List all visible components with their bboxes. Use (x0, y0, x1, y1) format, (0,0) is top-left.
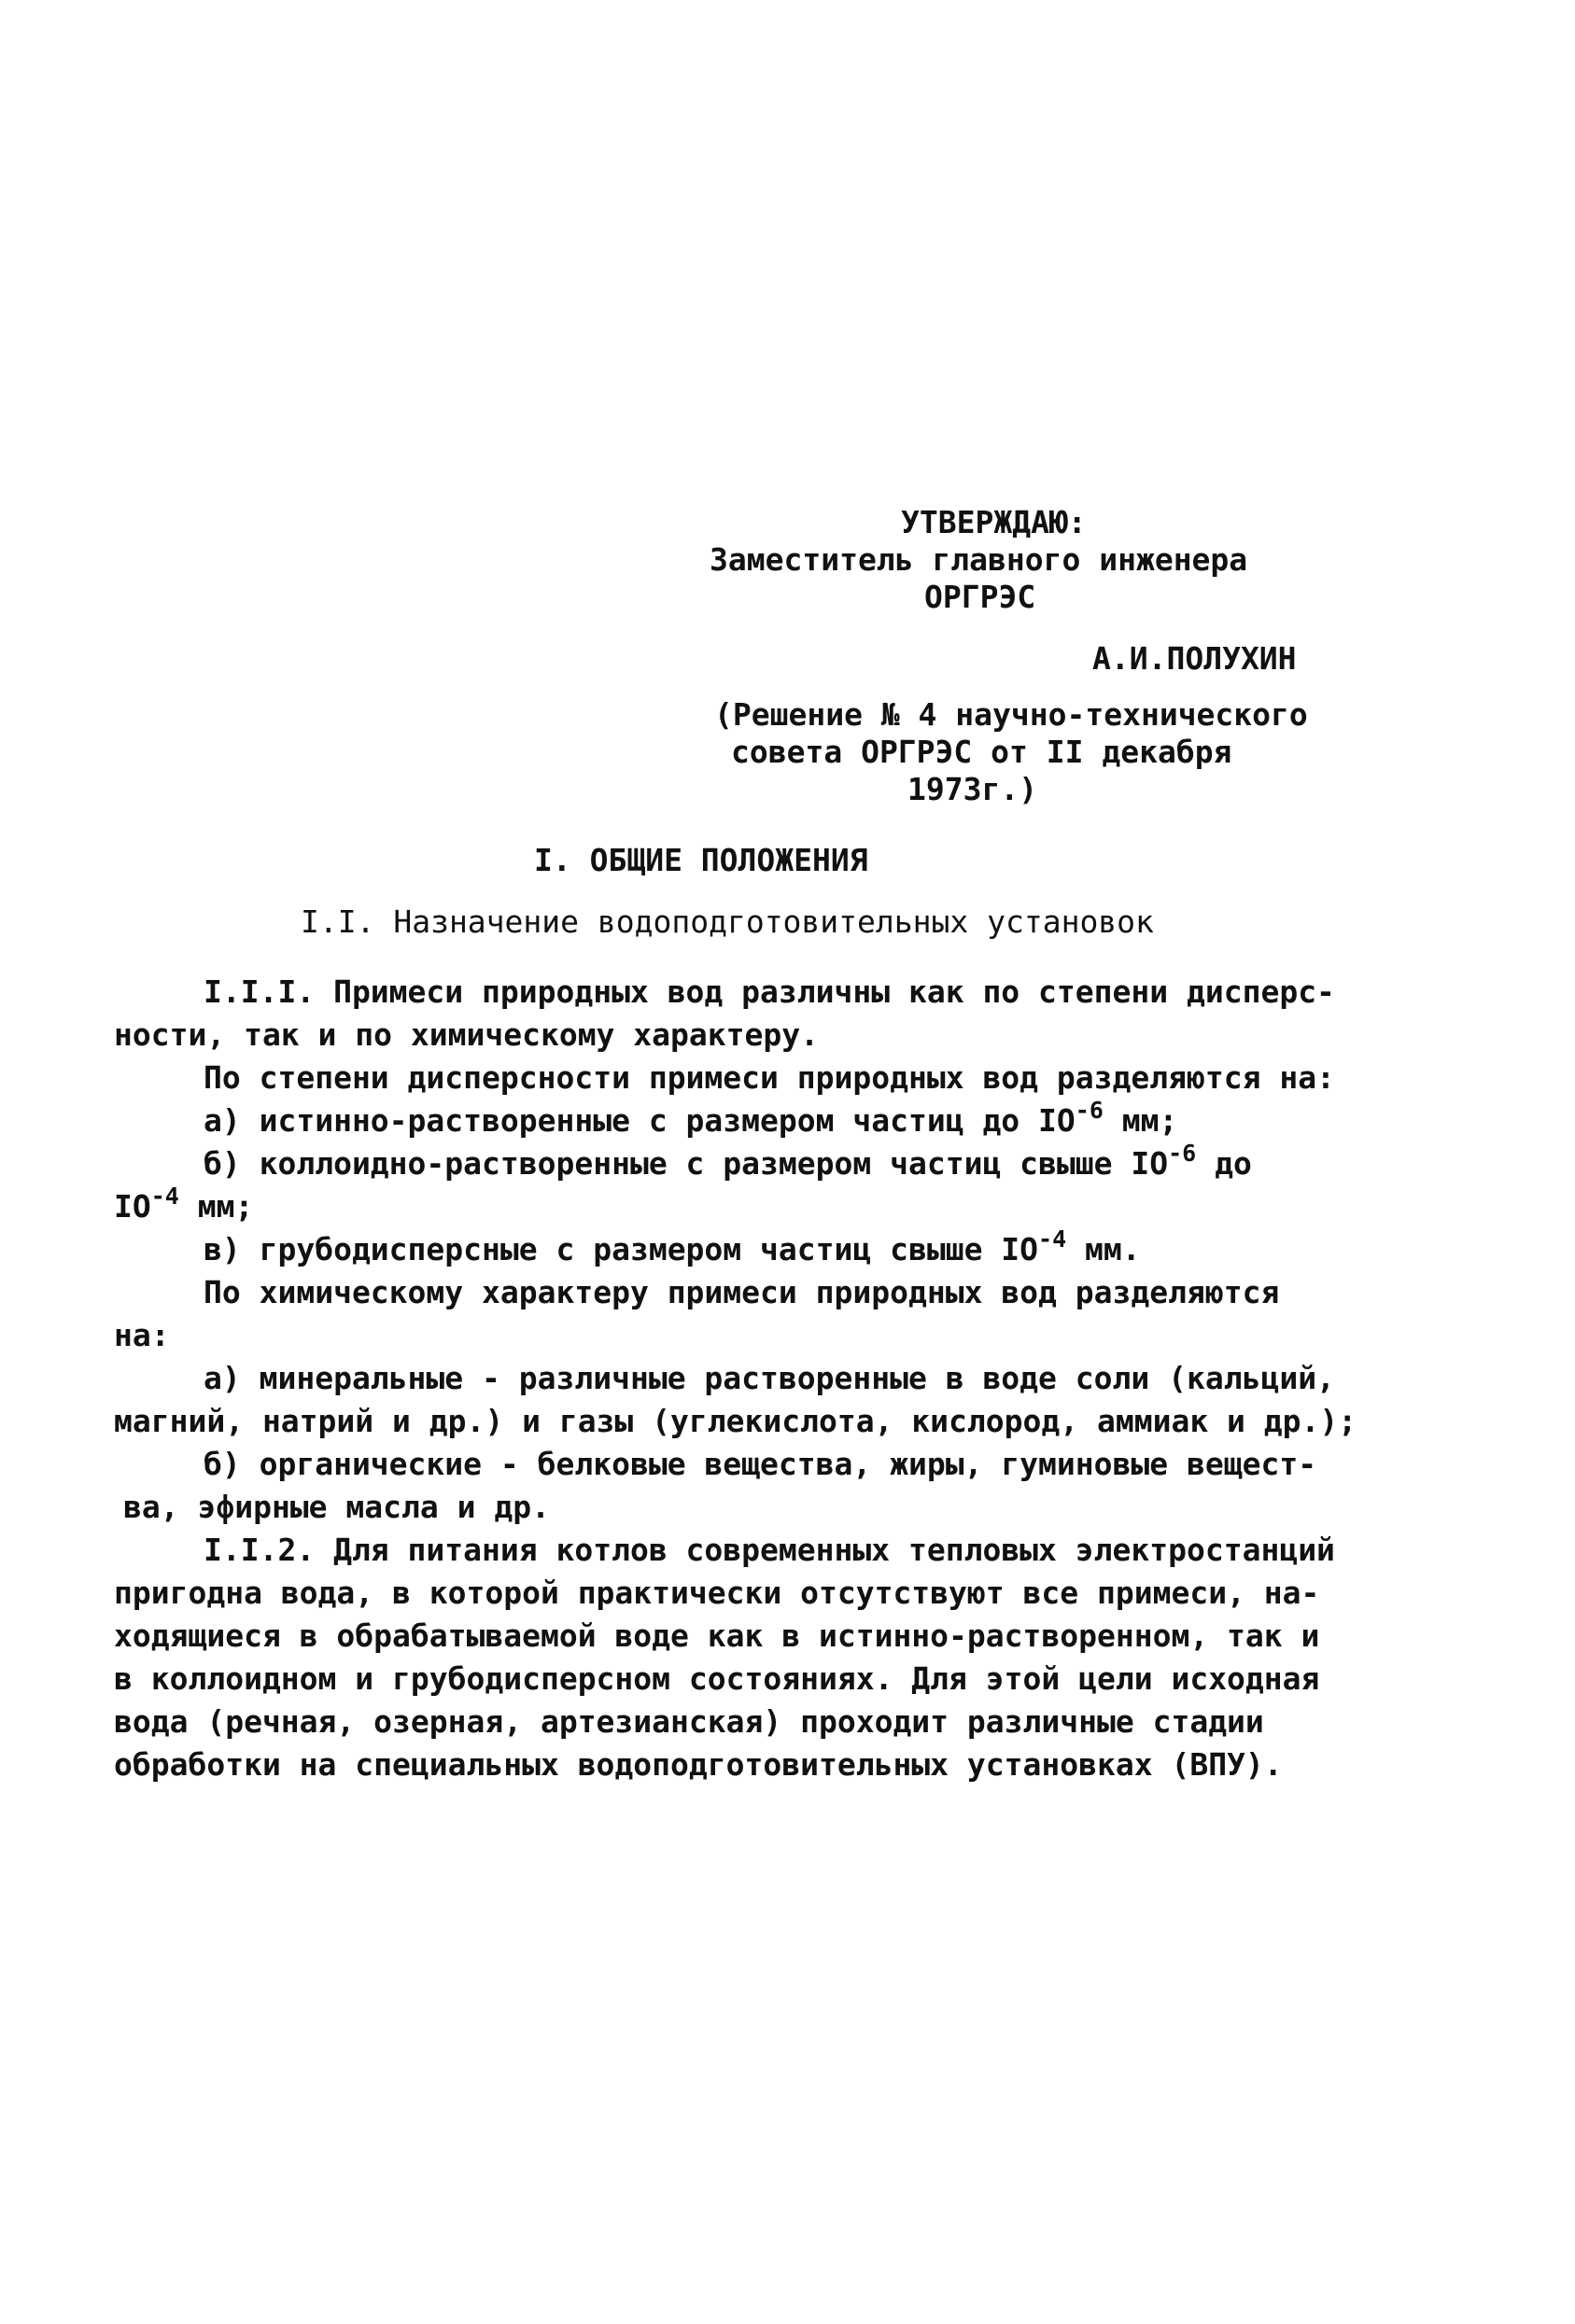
list-item-continuation (114, 1185, 1281, 1228)
list-item-continuation: магний, натрий и др.) и газы (углекислота, кислород, аммиак и др.); (114, 1403, 1357, 1439)
approval-title: УТВЕРЖДАЮ: (901, 504, 1087, 540)
subsection-title: I.I. Назначение водоподготовительных установок (301, 903, 1154, 940)
approval-decision-line: (Решение № 4 научно-технического (714, 696, 1308, 733)
list-item-text: в) грубодисперсные с размером частиц свыше IO (204, 1231, 1039, 1267)
exponent: -4 (150, 1183, 179, 1210)
approval-decision-line: 1973г.) (907, 771, 1038, 807)
paragraph-line: I.I.2. Для питания котлов современных тепловых электростанций (204, 1532, 1335, 1568)
list-item-text: до (1196, 1145, 1252, 1182)
paragraph-line: По химическому характеру примеси природных вод разделяются (204, 1274, 1280, 1310)
body-text (114, 971, 1357, 1786)
exponent: -4 (1038, 1225, 1067, 1253)
approval-org: ОРГРЭС (924, 579, 1036, 615)
list-item (114, 1142, 1281, 1185)
paragraph-line: пригодна вода, в которой практически отсутствуют все примеси, на- (114, 1575, 1320, 1611)
list-item-text: IO (114, 1188, 151, 1225)
paragraph-line: на: (114, 1317, 170, 1353)
approval-decision-line: совета ОРГРЭС от II декабря (731, 734, 1232, 770)
list-item-continuation: ва, эфирные масла и др. (123, 1489, 550, 1525)
paragraph-line: ности, так и по химическому характеру. (114, 1016, 819, 1053)
exponent: -6 (1168, 1140, 1197, 1167)
list-item-text: а) истинно-растворенные с размером частиц до IO (204, 1102, 1076, 1139)
paragraph-line: По степени дисперсности примеси природных вод разделяются на: (204, 1059, 1335, 1096)
approval-name: А.И.ПОЛУХИН (1092, 640, 1297, 677)
section-title: I. ОБЩИЕ ПОЛОЖЕНИЯ (534, 842, 868, 878)
paragraph-line: I.I.I. Примеси природных вод различны как по степени дисперс- (204, 973, 1335, 1010)
paragraph-line: ходящиеся в обрабатываемой воде как в истинно-растворенном, так и (114, 1617, 1320, 1654)
list-item-text: мм. (1066, 1231, 1141, 1267)
paragraph-line: обработки на специальных водоподготовительных установках (ВПУ). (114, 1746, 1283, 1783)
list-item: а) минеральные - различные растворенные в воде соли (кальций, (204, 1360, 1335, 1396)
list-item (114, 1099, 1281, 1142)
list-item-text: мм; (1103, 1102, 1178, 1139)
exponent: -6 (1075, 1097, 1104, 1124)
list-item: б) органические - белковые вещества, жиры, гуминовые вещест- (204, 1446, 1317, 1482)
list-item-text: мм; (178, 1188, 254, 1225)
paragraph-line: вода (речная, озерная, артезианская) проходит различные стадии (114, 1703, 1264, 1740)
approval-block (710, 504, 1308, 808)
paragraph-line: в коллоидном и грубодисперсном состояниях. Для этой цели исходная (114, 1660, 1320, 1697)
approval-position: Заместитель главного инженера (710, 541, 1248, 578)
list-item-text: б) коллоидно-растворенные с размером частиц свыше IO (204, 1145, 1169, 1182)
list-item (114, 1225, 1281, 1271)
